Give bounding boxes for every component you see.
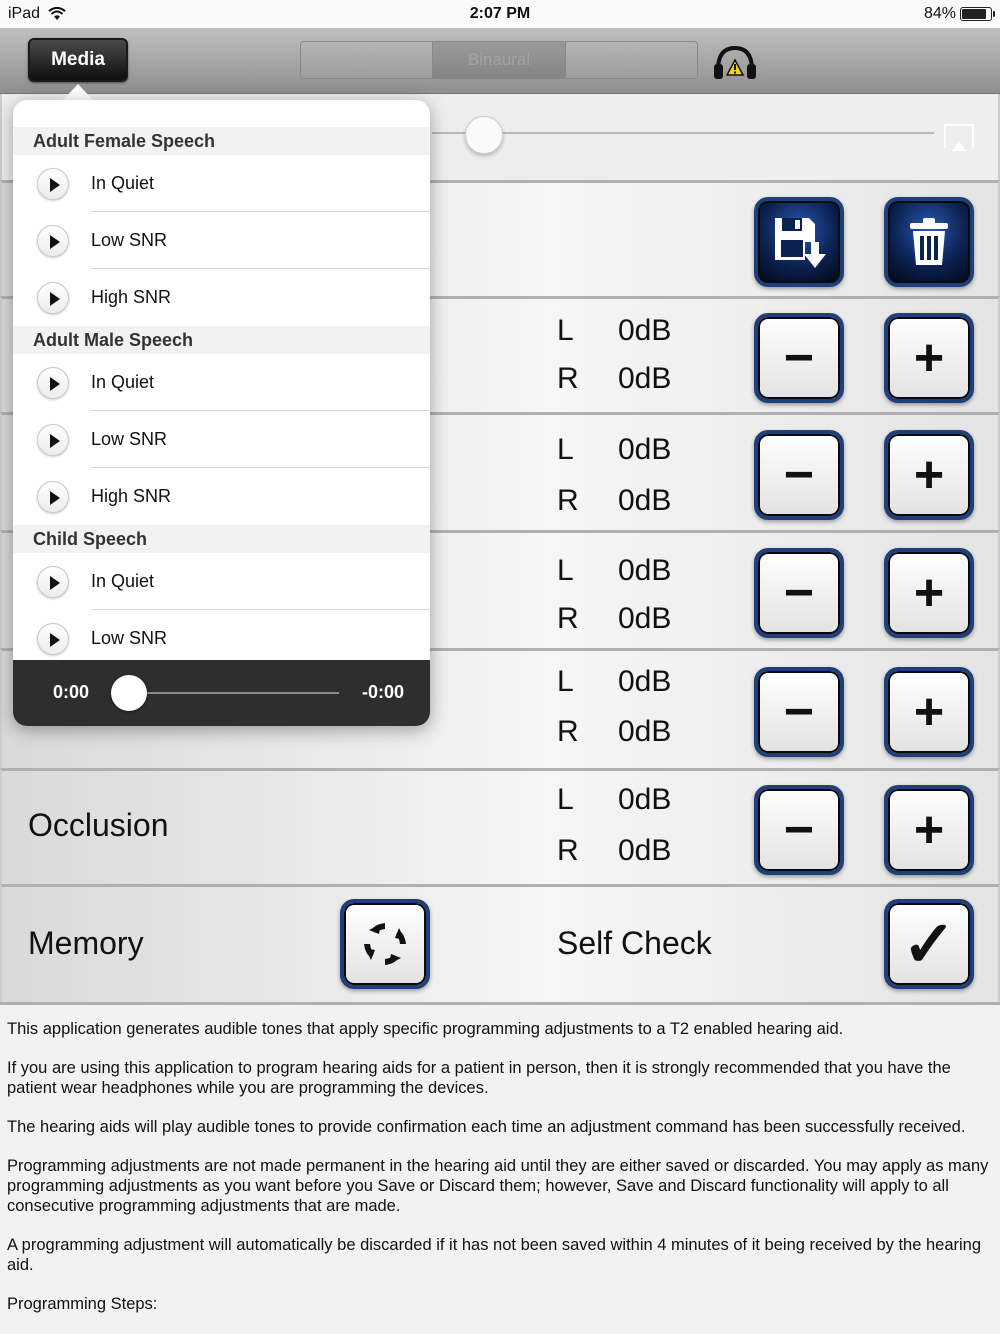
save-button[interactable] — [754, 197, 844, 287]
playback-slider-thumb[interactable] — [111, 675, 147, 711]
section-header: Adult Female Speech — [13, 127, 430, 155]
status-time: 2:07 PM — [469, 5, 531, 22]
trash-icon — [902, 215, 956, 269]
list-item[interactable] — [13, 155, 430, 212]
plus-icon: + — [913, 801, 945, 859]
instructions-text — [0, 1002, 1000, 1334]
segment-binaural[interactable]: Binaural — [433, 42, 565, 78]
increase-button[interactable] — [884, 667, 974, 757]
plus-icon: + — [913, 683, 945, 741]
left-ear-value: 0dB — [618, 665, 672, 698]
minus-icon: − — [783, 683, 815, 741]
minus-icon: − — [783, 329, 815, 387]
list-item[interactable] — [13, 468, 430, 525]
item-label: Low SNR — [91, 429, 168, 449]
minus-icon: − — [783, 801, 815, 859]
segment-left[interactable]: Left — [301, 42, 433, 78]
instruction-paragraph: A programming adjustment will automatically be discarded if it has not been saved within 4 minutes of it being received by the hearing aid. — [7, 1236, 982, 1274]
right-ear-label: R — [557, 602, 579, 635]
decrease-button[interactable] — [754, 548, 844, 638]
instruction-paragraph: The hearing aids will play audible tones to provide confirmation each time an adjustment command has been successfully received. — [7, 1118, 966, 1136]
volume-slider-thumb[interactable] — [465, 116, 503, 154]
right-ear-label: R — [557, 484, 579, 517]
occlusion-row — [0, 768, 1000, 888]
memory-button[interactable] — [340, 899, 430, 989]
checkmark-icon: ✓ — [902, 908, 956, 980]
instruction-paragraph: This application generates audible tones that apply specific programming adjustments to a T2 enabled hearing aid. — [7, 1020, 844, 1038]
list-item[interactable] — [13, 354, 430, 411]
instruction-paragraph: Programming Steps: — [7, 1295, 158, 1313]
right-ear-value: 0dB — [618, 602, 672, 635]
list-item[interactable] — [13, 269, 430, 326]
section-header: Child Speech — [13, 525, 430, 553]
plus-icon: + — [913, 329, 945, 387]
right-ear-value: 0dB — [618, 834, 672, 867]
left-ear-label: L — [557, 554, 574, 587]
left-ear-label: L — [557, 783, 574, 816]
segment-right[interactable]: Right — [566, 42, 697, 78]
play-icon[interactable] — [37, 282, 69, 314]
occlusion-decrease-button[interactable] — [754, 785, 844, 875]
popover-arrow — [63, 84, 93, 100]
play-icon[interactable] — [37, 623, 69, 655]
status-bar — [0, 0, 1000, 28]
memory-selfcheck-row — [0, 884, 1000, 1004]
status-right — [924, 5, 992, 23]
list-item[interactable] — [13, 212, 430, 269]
decrease-button[interactable] — [754, 430, 844, 520]
remaining-time: -0:00 — [361, 682, 404, 702]
left-ear-value: 0dB — [618, 433, 672, 466]
occlusion-label: Occlusion — [28, 807, 169, 843]
memory-label: Memory — [28, 925, 144, 961]
play-icon[interactable] — [37, 225, 69, 257]
item-label: In Quiet — [91, 372, 155, 392]
plus-icon: + — [913, 564, 945, 622]
section-header: Adult Male Speech — [13, 326, 430, 354]
item-label: Low SNR — [91, 628, 168, 648]
delete-button[interactable] — [884, 197, 974, 287]
play-icon[interactable] — [37, 424, 69, 456]
instruction-paragraph: If you are using this application to program hearing aids for a patient in person, then it is strongly recommended that you have the patient wear headphones while you are programming the devices. — [7, 1059, 951, 1097]
current-time: 0:00 — [53, 682, 90, 702]
item-label: Low SNR — [91, 230, 168, 250]
airplay-icon[interactable] — [944, 124, 974, 148]
increase-button[interactable] — [884, 548, 974, 638]
self-check-label: Self Check — [557, 925, 712, 961]
list-item[interactable] — [13, 553, 430, 610]
volume-track[interactable] — [432, 132, 934, 134]
play-icon[interactable] — [37, 168, 69, 200]
play-icon[interactable] — [37, 481, 69, 513]
item-label: High SNR — [91, 486, 172, 506]
increase-button[interactable] — [884, 430, 974, 520]
minus-icon: − — [783, 446, 815, 504]
right-ear-value: 0dB — [618, 362, 672, 395]
play-icon[interactable] — [37, 367, 69, 399]
right-ear-value: 0dB — [618, 484, 672, 517]
decrease-button[interactable] — [754, 667, 844, 757]
occlusion-increase-button[interactable] — [884, 785, 974, 875]
self-check-button[interactable] — [884, 899, 974, 989]
right-ear-label: R — [557, 362, 579, 395]
media-list[interactable] — [13, 100, 430, 660]
device-name: iPad — [8, 5, 41, 22]
media-button[interactable]: Media — [28, 38, 128, 82]
left-ear-value: 0dB — [618, 314, 672, 347]
item-label: In Quiet — [91, 571, 155, 591]
right-ear-value: 0dB — [618, 715, 672, 748]
plus-icon: + — [913, 446, 945, 504]
item-label: High SNR — [91, 287, 172, 307]
memory-cycle-icon — [355, 914, 415, 974]
headphones-warning-icon[interactable] — [712, 42, 758, 82]
play-icon[interactable] — [37, 566, 69, 598]
right-ear-label: R — [557, 715, 579, 748]
list-item[interactable] — [13, 411, 430, 468]
ear-selector — [300, 41, 698, 79]
instruction-paragraph: Programming adjustments are not made permanent in the hearing aid until they are either saved or discarded. You may apply as many programming adjustments as you want before you Save or Discard them; however, Save and Discard functionality will apply to all consecutive programming adjustments that are made. — [7, 1157, 989, 1215]
save-floppy-icon — [769, 212, 829, 272]
audio-player — [13, 660, 430, 726]
top-toolbar — [0, 28, 1000, 94]
media-popover — [13, 100, 430, 726]
battery-percent: 84% — [923, 5, 956, 22]
right-ear-label: R — [557, 834, 579, 867]
left-ear-label: L — [557, 433, 574, 466]
increase-button[interactable] — [884, 313, 974, 403]
left-ear-label: L — [557, 314, 574, 347]
left-ear-value: 0dB — [618, 554, 672, 587]
decrease-button[interactable] — [754, 313, 844, 403]
left-ear-value: 0dB — [618, 783, 672, 816]
playback-track[interactable] — [129, 692, 339, 694]
list-item[interactable] — [13, 610, 430, 660]
battery-icon — [960, 7, 992, 21]
minus-icon: − — [783, 564, 815, 622]
item-label: In Quiet — [91, 173, 155, 193]
left-ear-label: L — [557, 665, 574, 698]
